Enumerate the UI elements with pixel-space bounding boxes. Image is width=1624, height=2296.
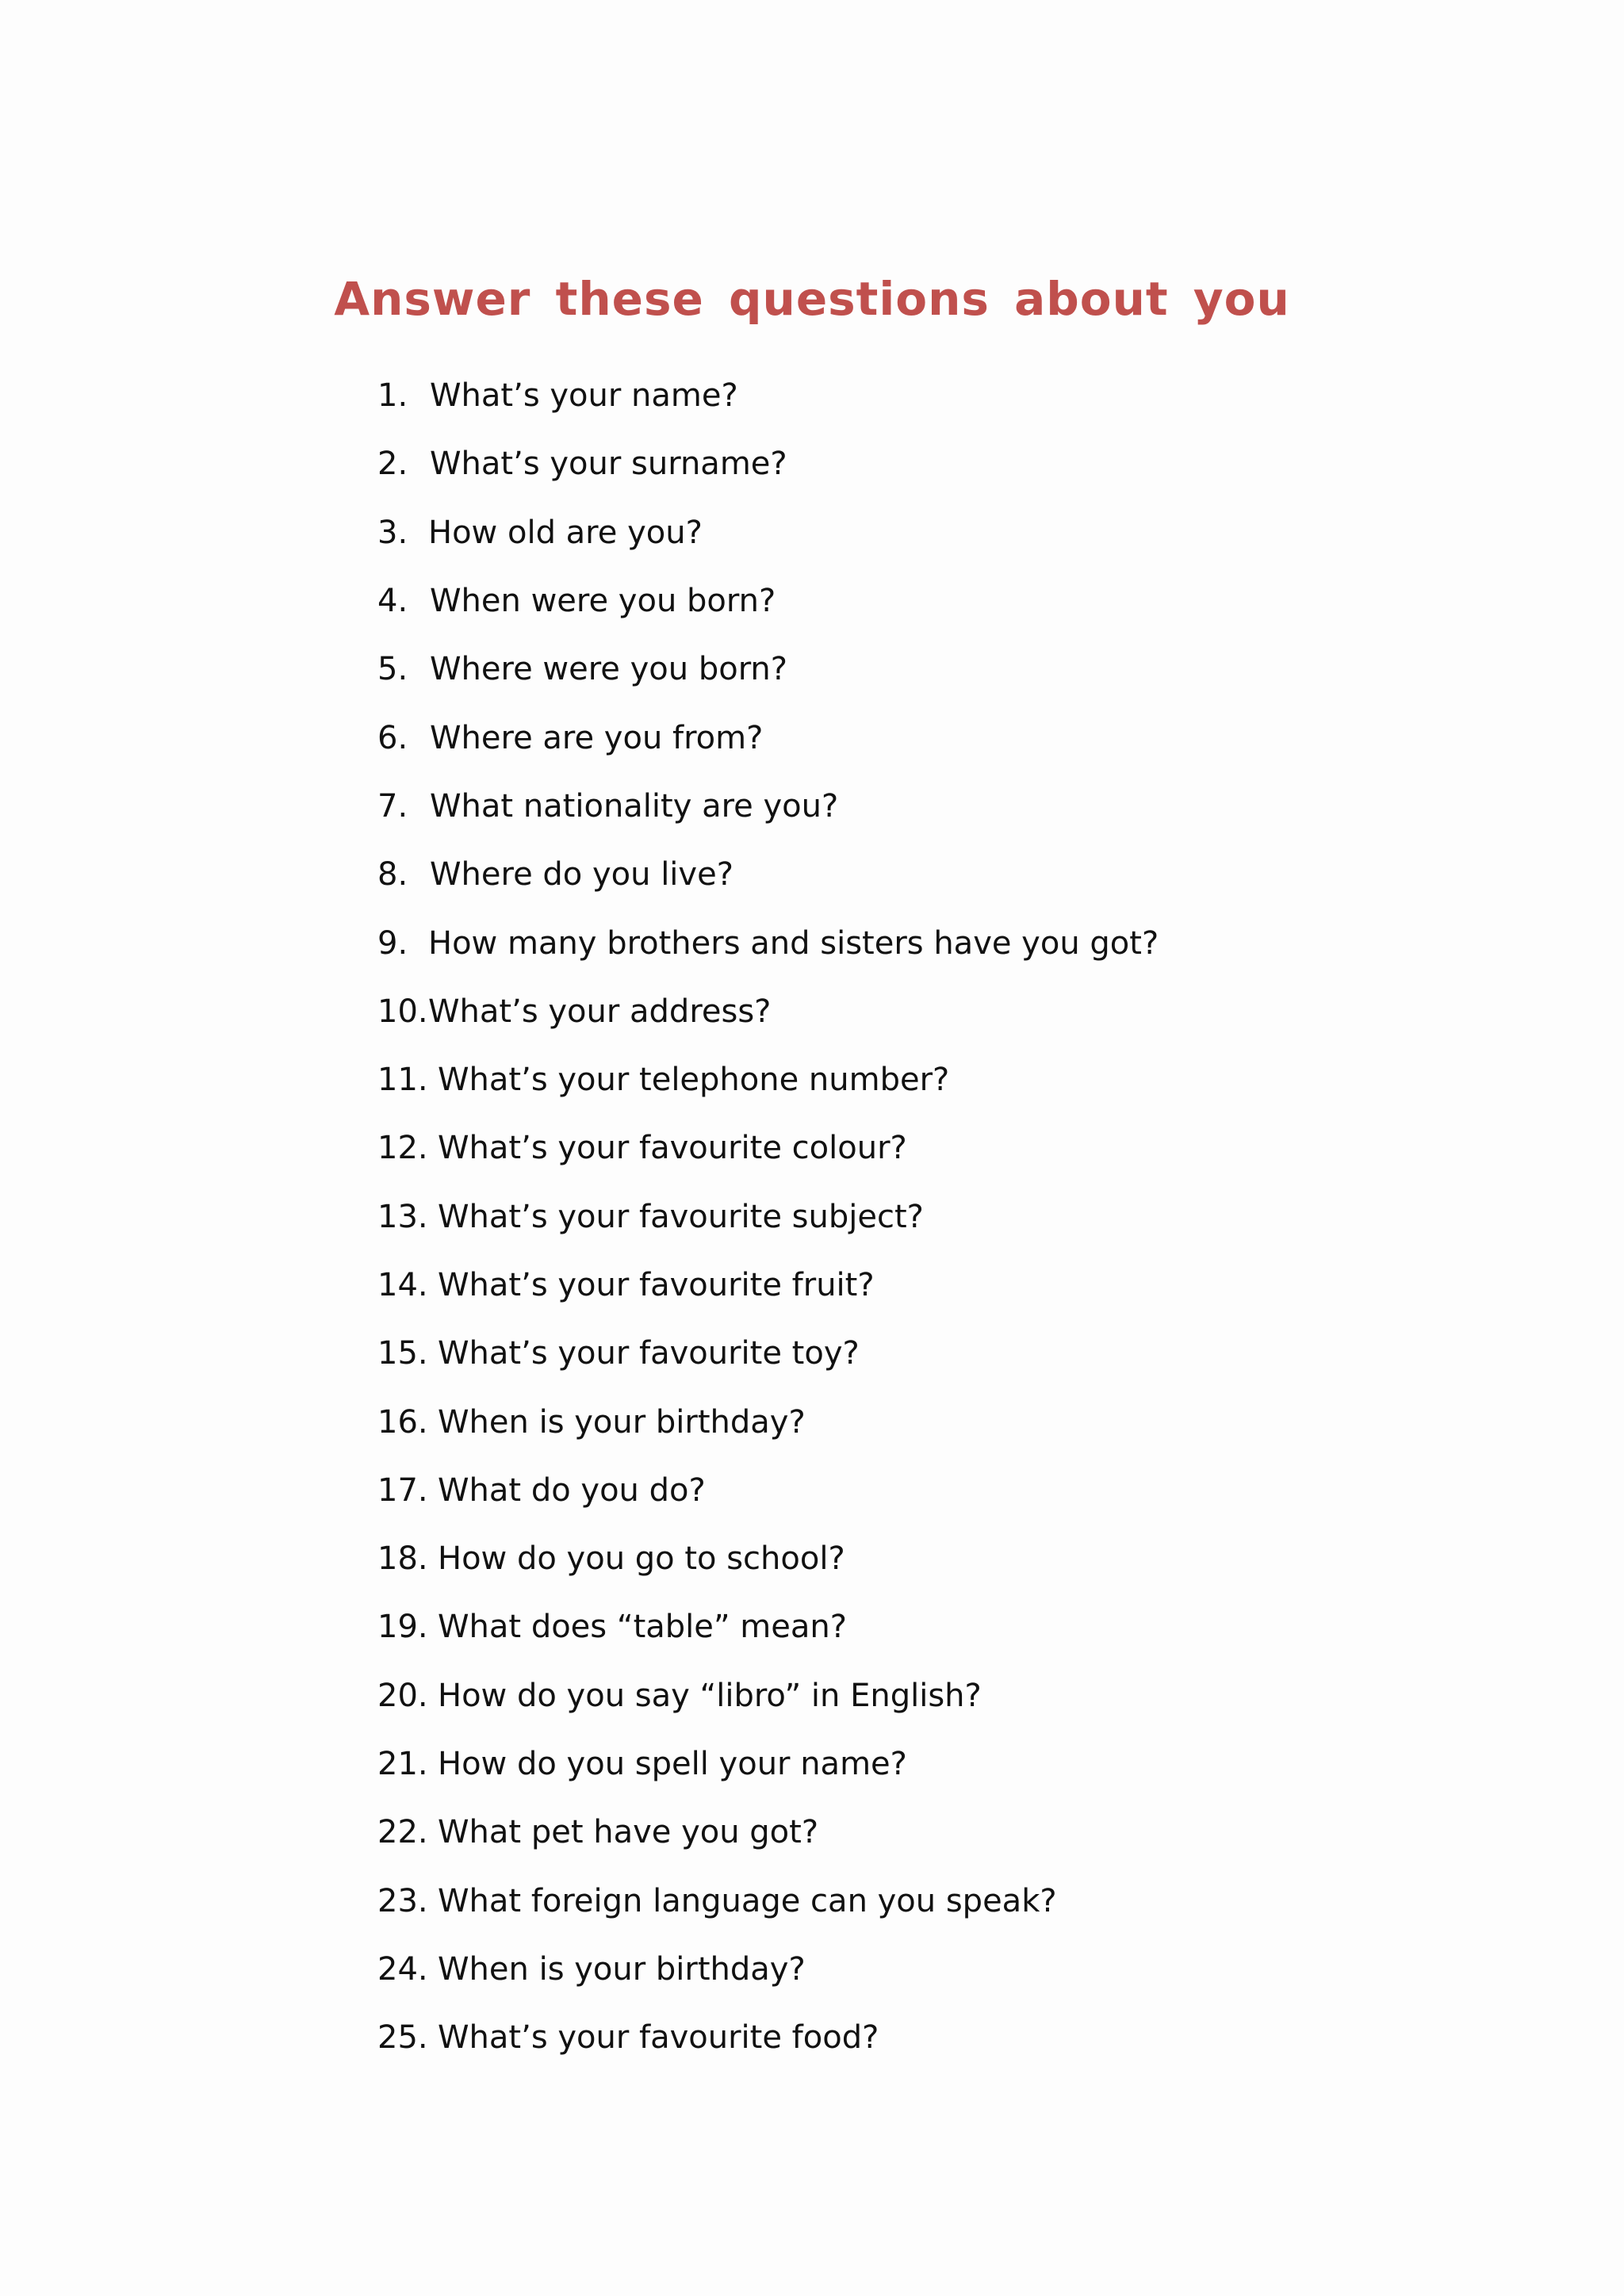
question-item bbox=[377, 362, 1488, 430]
question-item bbox=[377, 772, 1488, 840]
question-number: 23. bbox=[377, 1882, 428, 1919]
question-item bbox=[377, 1935, 1488, 2003]
question-number: 2. bbox=[377, 446, 408, 483]
question-number: 9. bbox=[377, 924, 408, 962]
question-item bbox=[377, 635, 1488, 703]
question-text: How do you spell your name? bbox=[438, 1746, 907, 1783]
question-number: 25. bbox=[377, 2019, 428, 2057]
question-item bbox=[377, 1387, 1488, 1456]
question-number: 19. bbox=[377, 1609, 428, 1646]
question-number: 1. bbox=[377, 377, 408, 415]
question-text: Where do you live? bbox=[430, 856, 733, 894]
question-number: 20. bbox=[377, 1677, 428, 1714]
question-number: 16. bbox=[377, 1403, 428, 1441]
question-item bbox=[377, 430, 1488, 498]
question-item bbox=[377, 909, 1488, 977]
question-text: When were you born? bbox=[430, 583, 776, 620]
question-item bbox=[377, 1114, 1488, 1182]
question-text: What foreign language can you speak? bbox=[438, 1882, 1057, 1919]
question-text: What’s your favourite toy? bbox=[438, 1335, 860, 1372]
question-list bbox=[377, 362, 1488, 2072]
question-text: How old are you? bbox=[428, 514, 703, 551]
question-item bbox=[377, 1251, 1488, 1319]
question-number: 4. bbox=[377, 583, 408, 620]
question-text: What’s your favourite food? bbox=[438, 2019, 879, 2057]
question-text: What’s your surname? bbox=[430, 446, 787, 483]
question-item bbox=[377, 1730, 1488, 1798]
question-number: 17. bbox=[377, 1471, 428, 1509]
question-text: What’s your telephone number? bbox=[438, 1062, 950, 1099]
question-item bbox=[377, 978, 1488, 1046]
question-number: 6. bbox=[377, 719, 408, 756]
question-text: What nationality are you? bbox=[430, 787, 839, 825]
question-text: What’s your favourite colour? bbox=[438, 1130, 907, 1167]
question-text: What’s your name? bbox=[430, 377, 738, 415]
question-number: 12. bbox=[377, 1130, 428, 1167]
question-item bbox=[377, 1798, 1488, 1866]
question-item bbox=[377, 499, 1488, 567]
question-number: 15. bbox=[377, 1335, 428, 1372]
question-item bbox=[377, 1662, 1488, 1730]
question-text: What’s your favourite subject? bbox=[438, 1198, 924, 1235]
question-number: 8. bbox=[377, 856, 408, 894]
question-number: 11. bbox=[377, 1062, 428, 1099]
question-number: 13. bbox=[377, 1198, 428, 1235]
page-title: Answer these questions about you bbox=[334, 272, 1290, 326]
question-number: 21. bbox=[377, 1746, 428, 1783]
question-number: 5. bbox=[377, 651, 408, 688]
question-number: 10. bbox=[377, 993, 428, 1030]
question-item bbox=[377, 1046, 1488, 1114]
question-item bbox=[377, 703, 1488, 771]
question-item bbox=[377, 1525, 1488, 1593]
question-text: What pet have you got? bbox=[438, 1814, 819, 1851]
question-text: Where were you born? bbox=[430, 651, 788, 688]
question-text: What’s your address? bbox=[428, 993, 772, 1030]
question-number: 18. bbox=[377, 1540, 428, 1578]
question-text: When is your birthday? bbox=[438, 1403, 806, 1441]
question-text: How do you say “libro” in English? bbox=[438, 1677, 982, 1714]
question-number: 7. bbox=[377, 787, 408, 825]
question-text: How do you go to school? bbox=[438, 1540, 845, 1578]
question-number: 24. bbox=[377, 1950, 428, 1988]
question-number: 14. bbox=[377, 1267, 428, 1303]
question-item bbox=[377, 1183, 1488, 1251]
question-item bbox=[377, 840, 1488, 909]
question-text: Where are you from? bbox=[430, 719, 764, 756]
question-item bbox=[377, 2003, 1488, 2072]
question-item bbox=[377, 1867, 1488, 1935]
question-text: What’s your favourite fruit? bbox=[438, 1267, 875, 1303]
question-item bbox=[377, 1456, 1488, 1525]
question-item bbox=[377, 1319, 1488, 1387]
question-text: When is your birthday? bbox=[438, 1950, 806, 1988]
question-text: How many brothers and sisters have you got? bbox=[428, 924, 1159, 962]
question-text: What does “table” mean? bbox=[438, 1609, 847, 1646]
question-text: What do you do? bbox=[438, 1471, 706, 1509]
question-item bbox=[377, 567, 1488, 635]
question-number: 22. bbox=[377, 1814, 428, 1851]
question-item bbox=[377, 1593, 1488, 1661]
question-number: 3. bbox=[377, 514, 408, 551]
